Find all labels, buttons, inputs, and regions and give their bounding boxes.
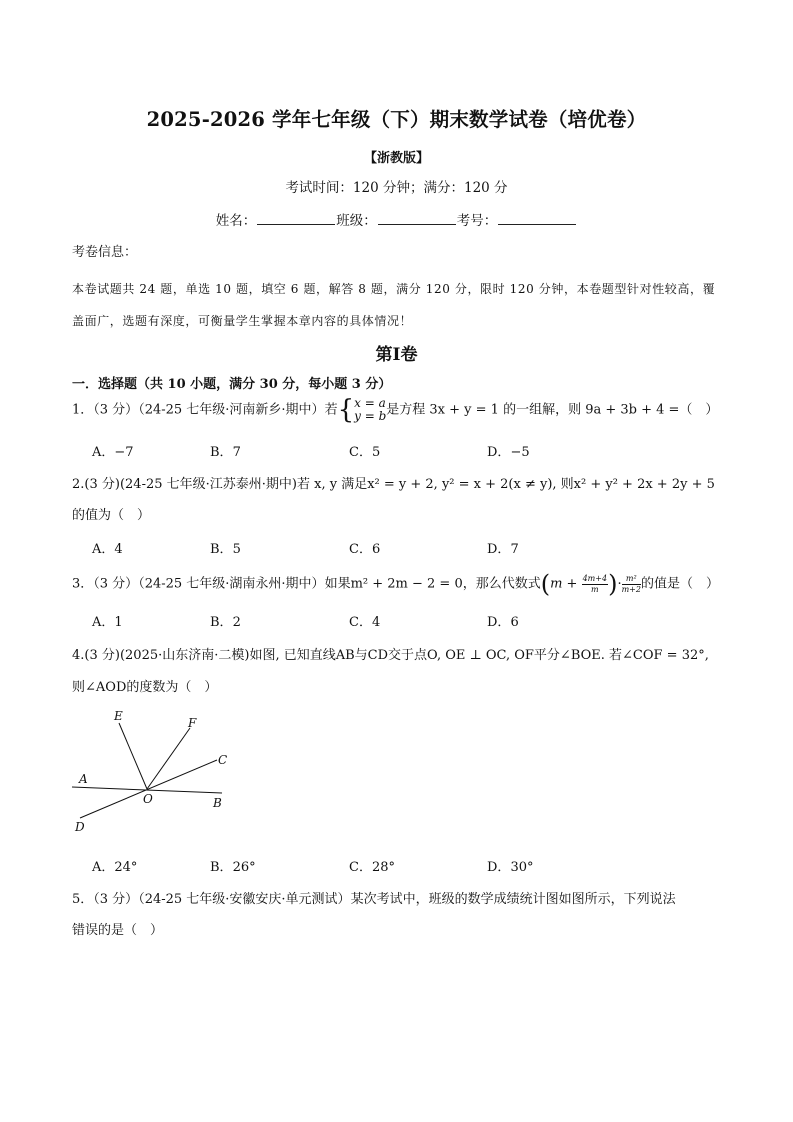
q1-eq-1: x = a [354, 396, 386, 410]
option-value: 28° [371, 860, 395, 875]
q3-stem-pre: 如果m² + 2m − 2 = 0，那么代数式 [324, 576, 541, 592]
question-1 [72, 397, 718, 423]
q4-geometry-figure [60, 700, 260, 840]
option-value: −7 [114, 445, 134, 460]
question-2 [72, 473, 715, 492]
option-letter: B． [210, 445, 233, 460]
q1-option-c[interactable] [349, 441, 380, 460]
class-label: 班级： [336, 213, 377, 229]
q3-option-c[interactable] [349, 611, 380, 630]
q2-score: (3 分) [84, 477, 120, 492]
option-value: −5 [510, 445, 530, 460]
option-value: 4 [114, 542, 123, 557]
q1-option-d[interactable] [487, 441, 530, 460]
class-blank[interactable] [378, 212, 456, 225]
option-value: 6 [371, 542, 381, 557]
q2-number: 2. [72, 477, 85, 492]
option-value: 5 [371, 445, 381, 460]
option-letter: D． [487, 615, 511, 630]
q2-stem-line1: 若 x, y 满足x² = y + 2, y² = x + 2(x ≠ y), 则x² + y² + 2x + 2y + 5 [297, 477, 715, 492]
q1-score: （3 分） [93, 402, 139, 418]
fraction-numerator: m² [622, 574, 641, 585]
option-letter: C． [349, 860, 372, 875]
q1-option-a[interactable] [92, 441, 134, 460]
number-label: 考号： [456, 213, 498, 229]
option-value: 7 [510, 542, 519, 557]
option-letter: B． [210, 860, 233, 875]
q3-stem-post: 的值是（ ） [640, 576, 719, 592]
option-value: 26° [232, 860, 256, 875]
label-e: E [114, 709, 123, 723]
number-blank[interactable] [498, 212, 576, 225]
option-value: 1 [114, 615, 123, 630]
option-letter: B． [210, 615, 233, 630]
q3-source: （24-25 七年级·湖南永州·期中） [138, 576, 325, 592]
q4-option-c[interactable] [349, 856, 395, 875]
option-value: 7 [232, 445, 241, 460]
ray-oe [119, 723, 147, 789]
q3-fraction-1 [582, 574, 608, 595]
label-a: A [79, 772, 88, 786]
fraction-denominator: m [591, 584, 599, 594]
label-b: B [213, 796, 222, 810]
option-value: 4 [371, 615, 381, 630]
option-value: 6 [510, 615, 519, 630]
q4-stem-line2: 则∠AOD的度数为（ ） [72, 680, 218, 695]
question-3 [72, 570, 719, 598]
q2-option-b[interactable] [210, 538, 241, 557]
q5-source: （24-25 七年级·安徽安庆·单元测试） [138, 892, 351, 907]
q1-number: 1． [72, 402, 94, 418]
fraction-denominator: m+2 [621, 584, 641, 594]
q2-option-d[interactable] [487, 538, 519, 557]
option-value: 5 [232, 542, 241, 557]
q5-stem-line2: 错误的是（ ） [72, 923, 164, 938]
label-d: D [75, 820, 85, 834]
label-o: O [143, 792, 153, 806]
right-paren: ) [608, 570, 618, 598]
option-letter: C． [349, 615, 372, 630]
q3-score: （3 分） [93, 576, 139, 592]
q4-option-b[interactable] [210, 856, 256, 875]
q2-source: (24-25 七年级·江苏泰州·期中) [119, 477, 297, 492]
q4-option-d[interactable] [487, 856, 533, 875]
q5-number: 5． [72, 892, 94, 907]
q4-source: (2025·山东济南·二模) [119, 648, 250, 663]
q5-stem-line1: 某次考试中，班级的数学成绩统计图如图所示，下列说法 [350, 892, 676, 907]
q4-score: (3 分) [84, 648, 120, 663]
q4-option-a[interactable] [92, 856, 137, 875]
q1-option-b[interactable] [210, 441, 241, 460]
info-text: 本卷试题共 24 题，单选 10 题，填空 6 题，解答 8 题，满分 120 分，限时 120 分钟，本卷题型针对性较高，覆盖面广，选题有深度，可衡量学生掌握本章内容的具体情况！ [72, 282, 716, 328]
q3-option-d[interactable] [487, 611, 519, 630]
student-info-line [0, 209, 793, 229]
label-f: F [188, 716, 197, 730]
q3-number: 3． [72, 576, 94, 592]
ray-of [147, 728, 190, 789]
name-blank[interactable] [257, 212, 335, 225]
fraction-numerator: 4m+4 [582, 573, 608, 583]
q4-stem-line1: 如图, 已知直线AB与CD交于点O, OE ⊥ OC, OF平分∠BOE. 若∠COF = 32°, [249, 648, 709, 663]
option-letter: C． [349, 445, 372, 460]
q1-equation-system: { x = a y = b [337, 395, 387, 425]
option-letter: A． [92, 615, 115, 630]
q1-stem-post: 是方程 3x + y = 1 的一组解，则 9a + 3b + 4 =（ ） [386, 402, 719, 418]
section-title: 一．选择题（共 10 小题，满分 30 分，每小题 3 分） [72, 377, 392, 392]
question-4 [72, 644, 709, 663]
q3-dot: · [617, 576, 622, 592]
info-label: 考卷信息： [72, 245, 138, 260]
option-letter: D． [487, 542, 511, 557]
q2-stem-line2: 的值为（ ） [72, 508, 151, 523]
label-c: C [218, 753, 228, 767]
option-letter: D． [487, 860, 511, 875]
q3-option-b[interactable] [210, 611, 241, 630]
edition-label: 【浙教版】 [363, 151, 429, 166]
q5-score: （3 分） [93, 892, 139, 907]
q2-option-c[interactable] [349, 538, 380, 557]
q4-number: 4. [72, 648, 85, 663]
volume-title: 第Ⅰ卷 [375, 345, 418, 365]
q1-stem-pre: 若 [324, 402, 338, 418]
option-value: 30° [510, 860, 534, 875]
line-cd [80, 760, 217, 818]
option-value: 24° [114, 860, 138, 875]
q1-source: （24-25 七年级·河南新乡·期中） [138, 402, 325, 418]
q3-fraction-2 [622, 574, 641, 595]
question-5 [72, 888, 676, 907]
q1-eq-2: y = b [354, 409, 387, 423]
option-letter: A． [92, 445, 115, 460]
option-letter: C． [349, 542, 372, 557]
name-label: 姓名： [215, 213, 257, 229]
left-paren: ( [540, 570, 551, 598]
option-letter: A． [92, 860, 115, 875]
q2-option-a[interactable] [92, 538, 123, 557]
exam-title: 2025-2026 学年七年级（下）期末数学试卷（培优卷） [146, 108, 647, 131]
q3-option-a[interactable] [92, 611, 123, 630]
option-value: 2 [232, 615, 241, 630]
option-letter: B． [210, 542, 233, 557]
q3-expr-m: m + [550, 576, 578, 592]
option-letter: A． [92, 542, 115, 557]
option-letter: D． [487, 445, 511, 460]
exam-time: 考试时间：120 分钟；满分：120 分 [285, 180, 508, 196]
